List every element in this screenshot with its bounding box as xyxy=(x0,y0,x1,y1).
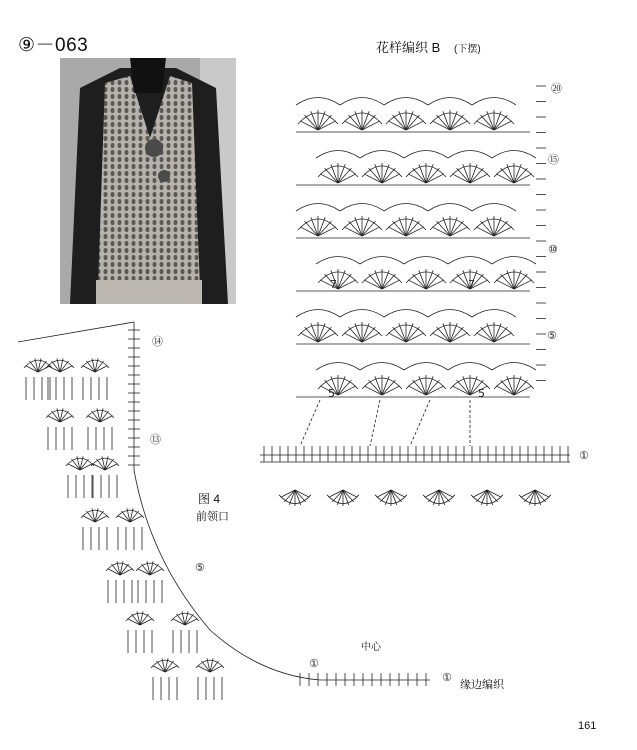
guide-line xyxy=(300,400,320,446)
stitch-line xyxy=(450,115,463,130)
chain-arc xyxy=(360,363,404,371)
stitch-line xyxy=(481,221,494,236)
stitch-line xyxy=(318,327,331,342)
chart-b-row-marker-10: ⑩ xyxy=(548,243,558,256)
chain-arc xyxy=(316,257,360,265)
stitch-line xyxy=(349,115,362,130)
stitch-line xyxy=(457,380,470,395)
chain-arc xyxy=(340,98,384,106)
stitch-line xyxy=(140,619,152,625)
stitch-line xyxy=(393,327,406,342)
stitch-line xyxy=(362,115,375,130)
stitch-line xyxy=(439,490,450,502)
chain-arc xyxy=(472,310,516,318)
chain-arc xyxy=(492,151,536,159)
figure4-row-marker-1b: ① xyxy=(442,671,452,684)
stitch-line xyxy=(514,380,527,395)
stitch-line xyxy=(426,380,439,395)
stitch-line xyxy=(382,274,395,289)
stitch-line xyxy=(48,416,60,422)
stitch-line xyxy=(83,366,95,372)
pattern-code: ⑨－063 xyxy=(18,35,89,56)
stitch-line xyxy=(108,569,120,575)
stitch-line xyxy=(406,221,419,236)
page-number: 161 xyxy=(578,720,597,732)
stitch-line xyxy=(501,380,514,395)
stitch-line xyxy=(406,115,419,130)
stitch-line xyxy=(198,666,210,672)
stitch-line xyxy=(26,366,38,372)
chart-b-count-c: 5 xyxy=(328,387,335,400)
stitch-line xyxy=(426,274,439,289)
stitch-line xyxy=(338,274,351,289)
stitch-line xyxy=(369,274,382,289)
stitch-line xyxy=(362,221,375,236)
stitch-line xyxy=(305,115,318,130)
edge-edging-label: 缘边编织 xyxy=(460,679,504,691)
stitch-line xyxy=(130,516,142,522)
stitch-line xyxy=(210,666,222,672)
stitch-line xyxy=(343,490,354,502)
stitch-line xyxy=(382,168,395,183)
stitch-line xyxy=(450,327,463,342)
stitch-line xyxy=(494,327,507,342)
top-edge xyxy=(18,322,134,342)
chain-arc xyxy=(384,204,428,212)
chain-arc xyxy=(296,204,340,212)
chart-b-row-marker-15: ⑮ xyxy=(548,153,559,166)
chain-arc xyxy=(340,204,384,212)
chain-arc xyxy=(472,204,516,212)
chain-arc xyxy=(316,363,360,371)
stitch-line xyxy=(501,168,514,183)
figure4-title: 图 4 xyxy=(198,492,221,506)
chart-b-row-marker-5: ⑤ xyxy=(547,329,557,342)
stitch-line xyxy=(93,464,105,470)
chain-arc xyxy=(428,204,472,212)
stitch-line xyxy=(338,380,351,395)
figure4-row-marker-5: ⑤ xyxy=(195,561,205,574)
chain-arc xyxy=(316,151,360,159)
stitch-line xyxy=(457,168,470,183)
center-label: 中心 xyxy=(361,642,381,653)
stitch-line xyxy=(105,464,117,470)
stitch-line xyxy=(295,490,306,502)
stitch-line xyxy=(165,666,177,672)
neckline-curve xyxy=(134,322,430,680)
stitch-line xyxy=(487,490,498,502)
stitch-line xyxy=(349,327,362,342)
stitch-line xyxy=(428,490,439,502)
chain-arc xyxy=(296,310,340,318)
stitch-line xyxy=(393,221,406,236)
stitch-line xyxy=(494,221,507,236)
stitch-line xyxy=(138,569,150,575)
chain-arc xyxy=(384,98,428,106)
stitch-line xyxy=(470,168,483,183)
stitch-line xyxy=(173,619,185,625)
stitch-line xyxy=(380,490,391,502)
stitch-line xyxy=(437,327,450,342)
stitch-line xyxy=(185,619,197,625)
chart-b-row-marker-20: ⑳ xyxy=(551,82,562,95)
chain-arc xyxy=(404,151,448,159)
stitch-line xyxy=(382,380,395,395)
chain-arc xyxy=(448,363,492,371)
stitch-line xyxy=(476,490,487,502)
chart-b-row-marker-1: ① xyxy=(579,449,589,462)
stitch-line xyxy=(305,327,318,342)
stitch-line xyxy=(338,168,351,183)
chain-arc xyxy=(448,257,492,265)
chart-b-symbols xyxy=(260,86,570,506)
chain-arc xyxy=(340,310,384,318)
chain-arc xyxy=(448,151,492,159)
stitch-line xyxy=(413,168,426,183)
guide-line xyxy=(410,400,430,446)
stitch-line xyxy=(318,115,331,130)
stitch-line xyxy=(128,619,140,625)
stitch-line xyxy=(369,380,382,395)
stitch-line xyxy=(494,115,507,130)
stitch-line xyxy=(305,221,318,236)
figure4-row-marker-1a: ① xyxy=(309,657,319,670)
stitch-line xyxy=(120,569,132,575)
stitch-line xyxy=(95,516,107,522)
chain-arc xyxy=(296,98,340,106)
stitch-line xyxy=(437,221,450,236)
stitch-line xyxy=(318,221,331,236)
guide-line xyxy=(370,400,380,446)
stitch-line xyxy=(118,516,130,522)
stitch-line xyxy=(514,274,527,289)
stitch-line xyxy=(150,569,162,575)
chain-arc xyxy=(428,98,472,106)
stitch-line xyxy=(60,366,72,372)
stitch-line xyxy=(60,416,72,422)
chart-b-count-d: 5 xyxy=(478,387,485,400)
figure4-row-marker-14: ⑭ xyxy=(152,335,163,348)
chain-arc xyxy=(404,363,448,371)
stitch-line xyxy=(83,516,95,522)
stitch-line xyxy=(481,115,494,130)
stitch-line xyxy=(80,464,92,470)
figure4-row-marker-13: ⑬ xyxy=(150,433,161,446)
chain-arc xyxy=(492,257,536,265)
stitch-line xyxy=(362,327,375,342)
figure4-subtitle: 前领口 xyxy=(196,511,229,523)
chart-b-count-b: 7 xyxy=(468,278,475,291)
chain-arc xyxy=(404,257,448,265)
stitch-line xyxy=(153,666,165,672)
stitch-line xyxy=(284,490,295,502)
stitch-line xyxy=(426,168,439,183)
stitch-line xyxy=(332,490,343,502)
chain-arc xyxy=(492,363,536,371)
stitch-line xyxy=(393,115,406,130)
stitch-line xyxy=(501,274,514,289)
stitch-line xyxy=(450,221,463,236)
stitch-line xyxy=(48,366,60,372)
stitch-line xyxy=(437,115,450,130)
stitch-line xyxy=(413,380,426,395)
chain-arc xyxy=(384,310,428,318)
stitch-line xyxy=(481,327,494,342)
chart-b-title: 花样编织 B xyxy=(376,40,441,55)
stitch-line xyxy=(349,221,362,236)
stitch-line xyxy=(514,168,527,183)
chart-b-count-a: 7 xyxy=(330,278,337,291)
stitch-line xyxy=(369,168,382,183)
chain-arc xyxy=(428,310,472,318)
stitch-line xyxy=(325,168,338,183)
chart-b-subtitle: (下摆) xyxy=(454,44,481,55)
stitch-line xyxy=(88,416,100,422)
stitch-line xyxy=(524,490,535,502)
stitch-line xyxy=(391,490,402,502)
stitch-line xyxy=(413,274,426,289)
chain-arc xyxy=(472,98,516,106)
stitch-line xyxy=(95,366,107,372)
chain-arc xyxy=(360,151,404,159)
stitch-line xyxy=(535,490,546,502)
stitch-line xyxy=(68,464,80,470)
stitch-line xyxy=(406,327,419,342)
chain-arc xyxy=(360,257,404,265)
stitch-line xyxy=(100,416,112,422)
